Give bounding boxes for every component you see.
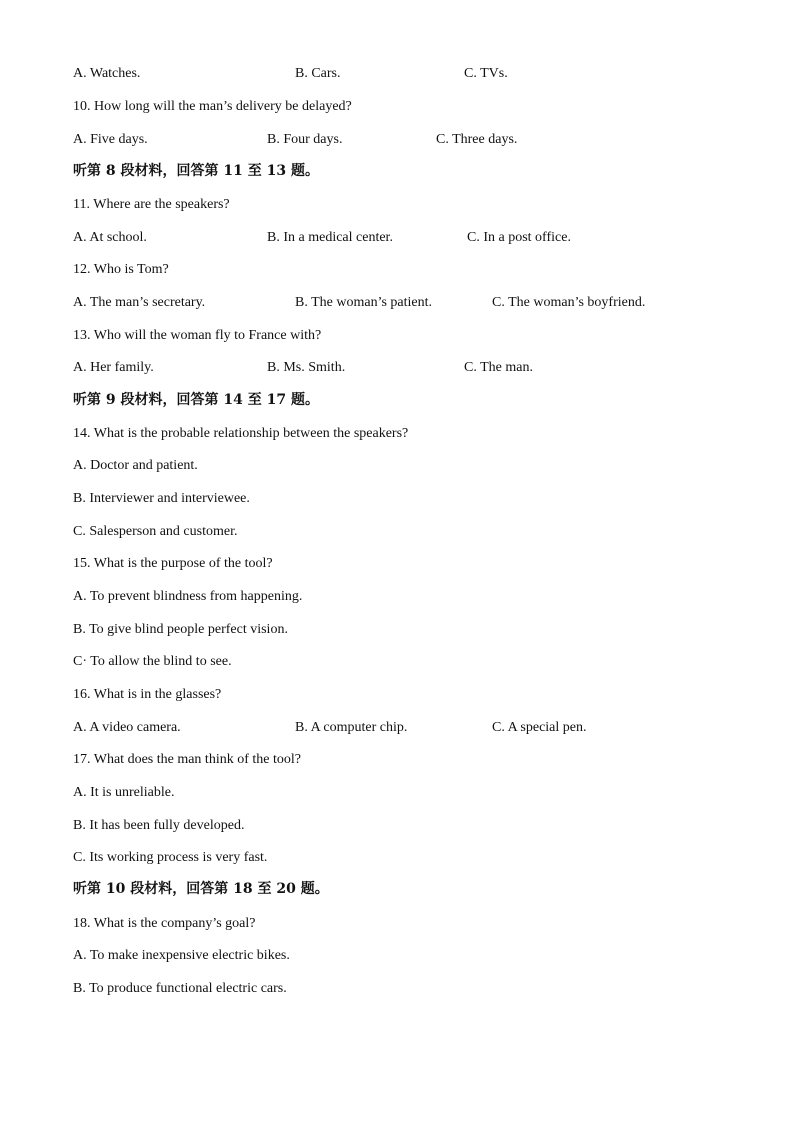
option-b: B. The woman’s patient. — [295, 295, 432, 310]
option-c: C. Three days. — [436, 132, 518, 147]
question-10: 10. How long will the man’s delivery be delayed? — [73, 99, 352, 114]
option-b: B. A computer chip. — [295, 720, 408, 735]
option-c: C. TVs. — [464, 66, 508, 81]
answer-option: C· To allow the blind to see. — [73, 654, 232, 669]
answer-option: C. Its working process is very fast. — [73, 850, 268, 865]
option-a: A. Watches. — [73, 66, 141, 81]
question-15: 15. What is the purpose of the tool? — [73, 556, 273, 571]
question-11: 11. Where are the speakers? — [73, 197, 230, 212]
option-b: B. Ms. Smith. — [267, 360, 346, 375]
question-13: 13. Who will the woman fly to France with? — [73, 328, 322, 343]
option-a: A. At school. — [73, 230, 147, 245]
option-a: A. A video camera. — [73, 720, 181, 735]
option-a: A. Her family. — [73, 360, 154, 375]
section-heading: 听第 9 段材料，回答第 14 至 17 题。 — [73, 392, 319, 408]
question-12: 12. Who is Tom? — [73, 262, 169, 277]
answer-option: C. Salesperson and customer. — [73, 524, 238, 539]
option-c: C. A special pen. — [492, 720, 587, 735]
option-a: A. The man’s secretary. — [73, 295, 206, 310]
option-c: C. In a post office. — [467, 230, 571, 245]
question-14: 14. What is the probable relationship between the speakers? — [73, 426, 409, 441]
option-b: B. Cars. — [295, 66, 341, 81]
question-18: 18. What is the company’s goal? — [73, 916, 256, 931]
answer-option: A. To prevent blindness from happening. — [73, 589, 303, 604]
option-a: A. Five days. — [73, 132, 148, 147]
answer-option: B. To give blind people perfect vision. — [73, 622, 288, 637]
answer-option: A. It is unreliable. — [73, 785, 175, 800]
answer-option: A. Doctor and patient. — [73, 458, 198, 473]
answer-option: A. To make inexpensive electric bikes. — [73, 948, 290, 963]
question-17: 17. What does the man think of the tool? — [73, 752, 301, 767]
answer-option: B. To produce functional electric cars. — [73, 981, 287, 996]
answer-option: B. It has been fully developed. — [73, 818, 245, 833]
section-heading: 听第 8 段材料，回答第 11 至 13 题。 — [73, 163, 319, 179]
answer-option: B. Interviewer and interviewee. — [73, 491, 250, 506]
option-b: B. Four days. — [267, 132, 343, 147]
option-c: C. The man. — [464, 360, 533, 375]
option-c: C. The woman’s boyfriend. — [492, 295, 646, 310]
option-b: B. In a medical center. — [267, 230, 393, 245]
section-heading: 听第 10 段材料，回答第 18 至 20 题。 — [73, 881, 329, 897]
question-16: 16. What is in the glasses? — [73, 687, 222, 702]
